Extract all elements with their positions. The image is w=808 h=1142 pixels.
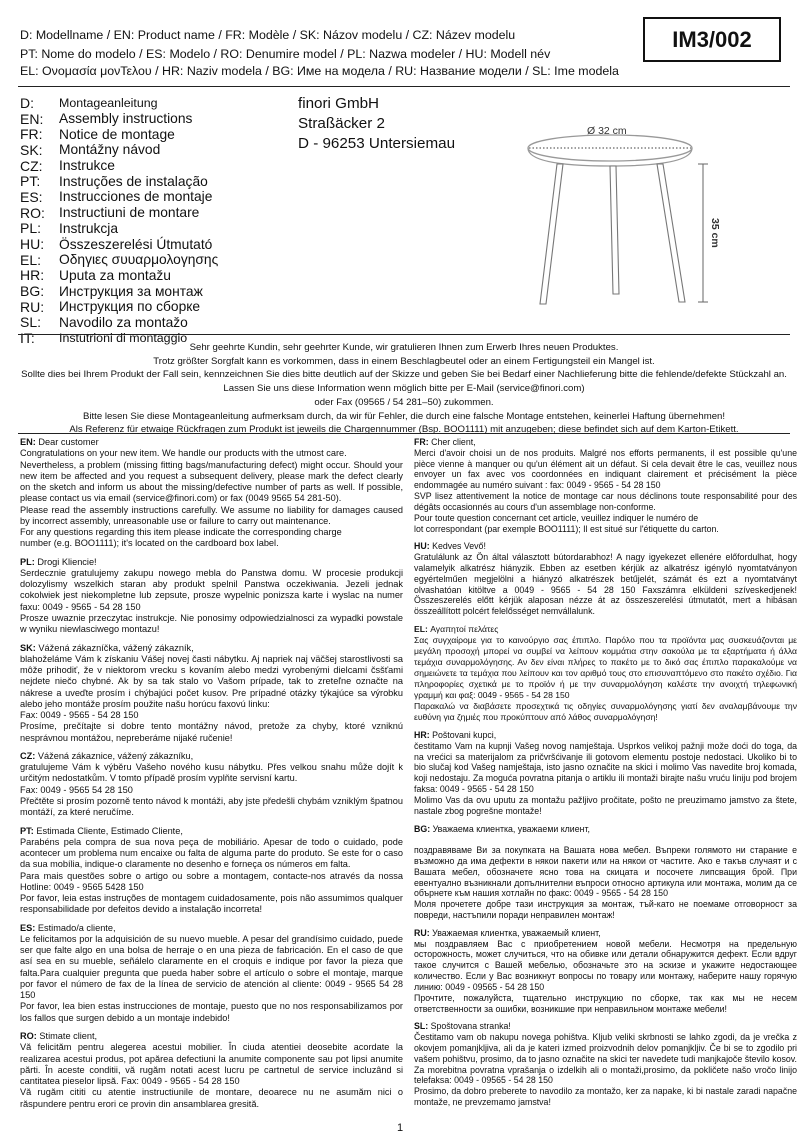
notice-language-label: EN: (20, 437, 36, 447)
intro-line: Bitte lesen Sie diese Montageanleitung aufmerksam durch, da wir für Fehler, die durch eine falsche Montage entstehen, keinerlei Haftung übernehmen! (82, 410, 726, 422)
notice-body: Vážená zákazníčka, vážený zákazník, blahoželáme Vám k získaniu Vášej novej časti nábytku. Aj napriek naj väčšej starostlivosti sa môže prihodiť, že v niektorom vrecku s kovaním alebo medzi vyrobenými dielcami čsšťami nejdete niečo chybné. Ak by sa tak stalo vo Vašom prípade, tak to zreteľne označte na nákrese a uveďte prosím i chýbajúci počet kusov. Pre prípadné otázky týkajúce sa výrobku alebo jeho montáže prosím použite našu horúcu faxovú linku: Fax: 0049 - 9565 - 54 28 150 Prosíme, prečítajte si dobre tento montážny návod, pretože za chyby, ktoré vzniknú nesprávnou montážou, nepreberáme nijaké ručenie! (20, 642, 403, 743)
notice-cz (20, 751, 403, 819)
language-row (20, 158, 290, 174)
notice-body: Stimate client, Vă felicităm pentru alegerea acestui mobilier. În ciuda atentiei deosebite acordate la realizarea acestui produs, pot apărea defectiuni la anumite componente sau pot lipsi anumite părti. În aceste conditii, vă rugăm notati acest lucru pe cartnetul de service incluzând si cantitatea pieselor lipsă. Fax: 0049 - 9565 - 54 28 150 Vă rugăm cititi cu atentie instructiunile de montare, deoarece nu ne asumăm nici o răspundere pentru erori ce provin din ansamblarea gresită. (20, 1031, 403, 1109)
notice-el (414, 624, 797, 723)
language-row (20, 221, 290, 237)
notice-body: Kedves Vevő! Gratulálunk az Ön által választott bútordarabhoz! A nagy igyekezet ellenére előfordulhat, hogy valamelyik alkatrész hiányzik. Ebben az esetben kérjük az alkatrész igényló nyomtatványon egyértelműen megjelölni a hiányzó alkatrészek betűjelét, számát és ezt a nyomtatványt olvashatóan kitöltve a 0049 - 9565 - 54 28 150 Faxszámra elküldeni szíveskedjenek! Összeszerelés előtt kérjük alaposan nézze át az összeszerelési útmutatót, mert a hibásan összeállított polcért felelősséget nemvállalunk. (414, 541, 797, 617)
notice-language-label: HU: (414, 541, 430, 552)
notice-body: Αγαπητοί πελάτες Σας συγχαίρομε για το καινούργιο σας έπιπλο. Παρόλο που τα προϊόντα μας συσκευάζονται με μεγάλη προσοχή μπορεί να συμβεί να λείπουν κομμάτια στην σακούλα με τα εξαρτήματα ή άλλα τεμάχια συναρμολόγησης. Αν δεν είναι πλήρες το πακέτο με το δικό σας έπιπλο παρακαλούμε να σημειώνετε τα τεμάχια που λείπουν και τον αριθμό τους στο επισυναπτόμενο στο πακέτο σχέδιο. Για πληροφορίες σχετικά με το προϊόν ή με την συναρμολόγηση καλέστε την ανοιχτή τηλεφωνική γραμμή και φαξ: 0049 - 9565 - 54 28 150 Παρακαλώ να διαβάσετε προσεχτικά τις οδηγίες συναρμολόγησης γιατί δεν αναλαμβάνουμε την ευθύνη για ζημιές που προκύπτουν από λάθος συναρμολόγηση! (414, 624, 797, 722)
product-drawing (515, 106, 755, 346)
language-title: Instutrioni di montaggio (59, 331, 188, 346)
language-code: PT: (20, 173, 41, 190)
language-row (20, 283, 290, 299)
language-row (20, 95, 290, 111)
language-title: Инструкция за монтаж (59, 283, 203, 299)
language-code: EL: (20, 251, 42, 268)
diameter-label: Ø 32 cm (587, 125, 627, 137)
language-row (20, 189, 290, 205)
language-list (20, 95, 290, 346)
intro-line: Sehr geehrte Kundin, sehr geehrter Kunde, wir gratulieren Ihnen zum Erwerb Ihres neuen Produktes. (189, 342, 619, 353)
language-code: ES: (20, 188, 43, 205)
language-code: FR: (20, 126, 43, 143)
notice-language-label: EL: (414, 624, 428, 634)
notice-language-label: RU: (414, 927, 430, 938)
notice-es (20, 923, 403, 1024)
table-leg-right (657, 164, 685, 302)
notice-body: Estimado/a cliente, Le felicitamos por la adquisición de su nuevo mueble. A pesar del grandísimo cuidado, puede ser que falte algo en una bolsa de herraje o en una pieza de fabricación. En el caso de que así sea en su mueble, señálelo claramente en el croquis e indique por favor la pieza que falta.Para cualquier pregunta que pueda haber sobre el artículo o sobre el montaje, marque por favor el número de fax de la línea de servicio de atención al cliente: 0049 - 9565 54 28 150 Por favor, lea bien estas instrucciones de montaje, puesto que no nos responsabilizamos por los fallos que surgen debido a un montaje indebido! (20, 922, 403, 1023)
model-number-box: IM3/002 (643, 17, 781, 62)
notice-body: Vážená zákaznice, vážený zákazníku, gratulujeme Vám k výběru Vašeho nového kusu nábytku. Přes velkou snahu může dojít k určitým nedostatkům. V tomto případě prosím vyplňte servisní kartu. Fax: 0049 - 9565 54 28 150 Přečtěte si prosím pozorně tento návod k montáži, aby jste předešli chybám vzniklým špatnou montáží, za které neručíme. (20, 750, 403, 818)
language-row (20, 173, 290, 189)
language-code: RO: (20, 204, 45, 221)
language-title: Uputa za montažu (59, 267, 171, 283)
notice-language-label: BG: (414, 823, 431, 834)
language-code: SK: (20, 141, 43, 158)
company-address (298, 94, 455, 154)
language-row (20, 236, 290, 252)
language-code: BG: (20, 283, 45, 300)
language-code: EN: (20, 110, 44, 127)
notice-body: Уважаемая клиентка, уважаемый клиент, мы поздравляем Вас с приобретением новой мебели. Несмотря на предельную осторожность, может случиться, что на обивке или детали обнаружится дефект. Если вдруг такое случится с Вашей мебелью, обозначьте это на эскизе и укажите недостающее количество. Если у Вас возникнут вопросы по товару или монтажу, наберите нашу горячую линию: 0049 - 09565 - 54 28 150 Прочтите, пожалуйста, тщательно инструкцию по сборке, так как мы не несем ответственности за ошибки, возникшие при неправильном монтаже мебели! (414, 927, 797, 1014)
notice-language-label: HR: (414, 730, 430, 740)
table-leg-middle (610, 166, 619, 294)
language-title: Instrukce (59, 158, 115, 174)
notice-body: Poštovani kupci, čestitamo Vam na kupnji Vašeg novog namještaja. Usprkos velikoj pažnji može doći do toga, da na vrećici sa materijalom za pričvršćivanje ili gotovom elementu postoje nedostaci. Ukoliko bi to bio slučaj kod Vašeg namještaja, isto jasno označite na skici i molimo Vas navedite broj komada, koji nedostaju. Za moguća povratna pitanja o artiklu ili montaži birajte našu vruću liniju pod brojem faksa: 0049 - 9565 - 54 28 150 Molimo Vas da ovu uputu za montažu pažljivo pročitate, pošto ne preuzimamo jamstvo za štete, nastale zbog pogrešne montaže! (414, 730, 797, 816)
notice-hu (414, 541, 797, 617)
notice-body: Estimada Cliente, Estimado Cliente, Parabéns pela compra de sua nova peça de mobiliário. Apesar de todo o cuidado, pode acontecer um problema num encaixe ou falta de alguma parte do produto. Se este for o caso da sua mobília, indique-o claramente no desenho e forneça os números em falta. Para mais questões sobre o artigo ou sobre a montagem, contacte-nos através da nossa Hotline: 0049 - 9565 5428 150 Por favor, leia estas instruções de montagem cuidadosamente, pois não assumimos qualquer responsabilidade por defeitos devido a instalação incorreta! (20, 825, 403, 915)
notice-body: Spoštovana stranka! Čestitamo vam ob nakupu novega pohištva. Kljub veliki skrbnosti se lahko zgodi, da je vrečka z okovjem pomanjkljiva, ali da je kateri izmed proizvodnih delov pomanjkljiv. Če bi se to zgodilo pri vašem pohištvu, prosimo, da to jasno označite na skici ter navedete tudi manjkajoče število kosov. Za morebitna povratna vprašanja o izdelkih ali o montaži,prosimo, da pokličete našo vročo linijo telefaksa: 0049 - 09565 - 54 28 150 Prosimo, da dobro preberete to navodilo za montažo, ker za napake, ki bi nastale zaradi napačne montaže, ne prevzemamo jamstva! (414, 1021, 797, 1107)
intro-text (18, 341, 790, 437)
language-title: Assembly instructions (59, 111, 193, 127)
language-row (20, 111, 290, 127)
notice-language-label: FR: (414, 437, 429, 447)
notice-language-label: PT: (20, 825, 34, 836)
company-city: D - 96253 Untersiemau (298, 135, 456, 152)
header-line-3: EL: Ονομασία μονΤελου / HR: Naziv modela / BG: Име на модела / RU: Название модели / SL: Ime modela (20, 64, 619, 78)
language-title: Összeszerelési Útmutató (59, 236, 213, 252)
notice-fr (414, 437, 797, 534)
header-divider (18, 86, 790, 87)
header-line-2: PT: Nome do modelo / ES: Modelo / RO: Denumire model / PL: Nazwa modeler / HU: Modell név (20, 47, 551, 61)
notice-pt (20, 826, 403, 916)
height-label: 35 cm (709, 218, 721, 248)
language-row (20, 126, 290, 142)
language-title: Инструкция по сборке (59, 299, 201, 315)
intro-line: oder Fax (09565 / 54 281–50) zukommen. (314, 396, 494, 408)
language-code: D: (20, 94, 34, 111)
notice-body: Cher client, Merci d'avoir choisi un de nos produits. Malgré nos efforts permanents, il est possible qu'une pièce vienne à manquer ou qu'un élément ait un défaut. Si cela devait être le cas, veuillez nous envoyer un fax avec vos coordonnées en indiquant clairement et précisément la pièce endommagée au numéro suivant : fax: 0049 - 9565 - 54 28 150 SVP lisez attentivement la notice de montage car nous déclinons toute responsabilité pour des dégâts occasionnés au cours d'un assemblage non-conforme. Pour toute question concernant cet article, veuillez indiquer le numéro de lot correspondant (par exemple BOO1111); Il est situé sur l'étiquette du carton. (414, 437, 797, 534)
notice-language-label: CZ: (20, 750, 36, 761)
language-row (20, 315, 290, 331)
notice-language-label: SL: (414, 1021, 429, 1032)
notice-language-label: PL: (20, 556, 35, 567)
language-title: Montážny návod (59, 142, 161, 158)
notice-ro (20, 1031, 403, 1110)
language-title: Navodilo za montažo (59, 314, 188, 330)
notice-ru (414, 928, 797, 1015)
language-code: CZ: (20, 157, 43, 174)
language-title: Notice de montage (59, 126, 175, 142)
language-title: Instrukcja (59, 220, 119, 236)
language-row (20, 252, 290, 268)
language-code: IT: (20, 330, 35, 347)
language-row (20, 142, 290, 158)
language-code: HU: (20, 236, 45, 253)
notice-sl (414, 1021, 797, 1108)
header-line-1: D: Modellname / EN: Product name / FR: Modèle / SK: Názov modelu / CZ: Název modelu (20, 28, 516, 42)
table-leg-left (540, 164, 563, 304)
language-code: RU: (20, 298, 45, 315)
notice-hr (414, 730, 797, 817)
right-column (414, 437, 797, 1115)
notice-sk (20, 643, 403, 744)
language-title: Instruções de instalação (59, 173, 208, 189)
intro-line: Lassen Sie uns diese Information wenn möglich bitte per E-Mail (service@finori.com) (223, 383, 585, 395)
page-number: 1 (397, 1122, 404, 1134)
notice-body: Drogi Kliencie! Serdecznie gratulujemy zakupu nowego mebla do Panstwa domu. W procesie produkcji dolozylismy wszelkich staran aby produkt spelnil Panstwa oczekiwania. Jezeli jednak cokolwiek jest niekompletne lub zepsute, prosze wypelnic ponizsza karte i wyslac na numer faxu: 0049 - 9565 - 54 28 150 Prosze uwaznie przeczytac instrukcje. Nie ponosimy odpowiedzialnosci za wypadki powstale w wyniku niewlasciwego montazu! (20, 556, 403, 635)
notice-body: Dear customer Congratulations on your new item. We handle our products with the utmost care. Nevertheless, a problem (missing fitting bags/manufacturing defect) might occur. Should your new item be affected and you request a subsequent delivery, please mark the defect clearly on the sketch and inform us about the missing/defective number of parts as well. If possible, please contact us via email (service@finori.com) or fax (0049 9565 54 281-50). Please read the assembly instructions carefully. We assume no liability for damages caused by incorrect assembly, unreasonable use or failure to carry out maintenance. For any questions regarding this item please indicate the corresponding charge number (e.g. BOO1111); it's located on the cardboard box label. (20, 437, 403, 549)
intro-line: Sollte dies bei Ihrem Produkt der Fall sein, kennzeichnen Sie dies bitte deutlich auf der Skizze und geben Sie bei Bedarf einer Nachlieferung bitte die fehlende/defekte Stückzahl an. (21, 369, 787, 381)
language-code: HR: (20, 267, 45, 284)
language-title: Instructiuni de montare (59, 205, 200, 221)
notice-bg (414, 824, 797, 921)
language-code: SL: (20, 314, 42, 331)
intro-line: Trotz größter Sorgfalt kann es vorkommen, dass in einem Beschlagbeutel oder an einem Fertigungsteil ein Mangel ist. (153, 355, 655, 367)
notice-en (20, 437, 403, 550)
columns-divider (18, 433, 790, 434)
intro-line: Als Referenz für etwaige Rückfragen zum Produkt ist jeweils die Chargennummer (Bsp. BOO1111) mit anzugeben; diese befindet sich auf dem Karton-Etikett. (69, 424, 739, 436)
language-row (20, 268, 290, 284)
notice-language-label: ES: (20, 922, 36, 933)
intro-divider (18, 334, 790, 335)
language-title: Instrucciones de montaje (59, 189, 213, 205)
language-code: PL: (20, 220, 42, 237)
company-name: finori GmbH (298, 95, 380, 112)
language-row (20, 299, 290, 315)
language-title: Montageanleitung (59, 95, 158, 110)
notice-body: Уважаема клиентка, уважаеми клиент, поздравяваме Ви за покупката на Вашата нова мебел. Въпреки голямото ни старание е възможно да има дефекти в някои пакети или на някои от частите. Ако е такъв случаят и с Вашата мебел, обозначете ясно това на скицата и посочете липсващия брой. При евентуално възникнали допълнителни въпроси относно артикула или монтажа, молим да се обърнете към нашия хотлайн по факс: 0049 - 9565 - 54 28 150 Моля прочетете добре тази инструкция за монтаж, тъй-като не поемаме отговорност за повреди, настъпили поради неправилен монтаж! (414, 823, 797, 920)
notice-pl (20, 557, 403, 636)
notice-language-label: SK: (20, 642, 36, 653)
left-column (20, 437, 403, 1117)
language-row (20, 205, 290, 221)
notice-language-label: RO: (20, 1031, 37, 1042)
company-street: Straßäcker 2 (298, 115, 385, 132)
language-title: Οδηγιες συυαρμολογησης (59, 252, 219, 268)
